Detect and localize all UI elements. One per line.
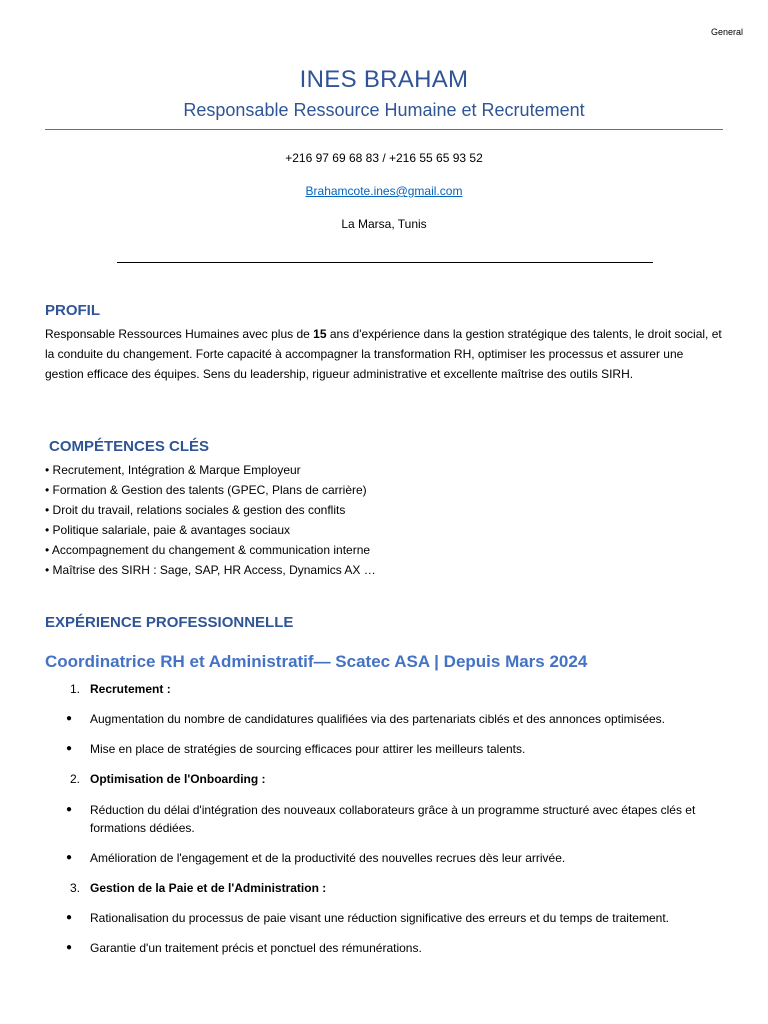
contact-email	[0, 184, 768, 198]
bullet-text: Rationalisation du processus de paie visant une réduction significative des erreurs et du temps de traitement.	[90, 911, 669, 925]
email-link[interactable]: Brahamcote.ines@gmail.com	[305, 184, 463, 198]
competence-item: • Accompagnement du changement & communication interne	[45, 543, 371, 557]
group-title: Optimisation de l'Onboarding :	[90, 772, 266, 786]
bullet-icon: ●	[66, 713, 73, 724]
bullet-icon: ●	[66, 743, 73, 754]
experience-heading	[45, 614, 293, 631]
bullet-text: Garantie d'un traitement précis et ponctuel des rémunérations.	[90, 941, 422, 955]
profil-heading-text: PROFIL	[45, 302, 100, 319]
location-text: La Marsa, Tunis	[341, 217, 427, 231]
bullet-icon: ●	[66, 852, 73, 863]
list-number: 1.	[69, 682, 80, 696]
group-title: Recrutement :	[90, 682, 171, 696]
bullet-icon: ●	[66, 942, 73, 953]
contact-location	[0, 217, 768, 231]
bullet-icon: ●	[66, 912, 73, 923]
list-number: 2.	[69, 772, 80, 786]
profil-heading	[45, 302, 100, 319]
phone-number: +216 97 69 68 83 / +216 55 65 93 52	[285, 151, 483, 165]
competence-item: • Maîtrise des SIRH : Sage, SAP, HR Access, Dynamics AX …	[45, 563, 376, 577]
profil-text-start: Responsable Ressources Humaines avec plus de	[45, 327, 314, 341]
competences-heading: COMPÉTENCES CLÉS	[49, 438, 210, 455]
bullet-text: Augmentation du nombre de candidatures qualifiées via des partenariats ciblés et des annonces optimisées.	[90, 712, 666, 726]
job-title: Coordinatrice RH et Administratif— Scatec ASA | Depuis Mars 2024	[45, 652, 588, 671]
competence-item: • Politique salariale, paie & avantages sociaux	[45, 523, 291, 537]
list-number: 3.	[69, 881, 80, 895]
competences-list	[45, 460, 725, 580]
contact-divider	[117, 262, 653, 263]
competence-item: • Recrutement, Intégration & Marque Employeur	[45, 463, 301, 477]
bullet-text: Amélioration de l'engagement et de la productivité des nouvelles recrues dès leur arrivée.	[90, 851, 566, 865]
bullet-text: Mise en place de stratégies de sourcing efficaces pour attirer les meilleurs talents.	[90, 742, 526, 756]
group-title: Gestion de la Paie et de l'Administration :	[90, 881, 327, 895]
competence-item: • Droit du travail, relations sociales & gestion des conflits	[45, 503, 346, 517]
candidate-title: Responsable Ressource Humaine et Recrutement	[183, 100, 585, 120]
bullet-text: Réduction du délai d'intégration des nouveaux collaborateurs grâce à un programme structuré avec étapes clés et formations dédiées.	[90, 803, 696, 835]
experience-heading-text: EXPÉRIENCE PROFESSIONNELLE	[45, 614, 294, 631]
contact-phone	[0, 151, 768, 165]
classification-label: General	[710, 27, 743, 37]
profil-text-end: ans d'expérience dans la gestion stratégique des talents, le droit social, et la conduite du changement. Forte capacité à accompagner la transformation RH, optimiser les processus et assurer une gestion efficace des équipes. Sens du leadership, rigueur administrative et excellente maîtrise des outils SIRH.	[45, 327, 722, 381]
candidate-name: INES BRAHAM	[299, 66, 469, 93]
competence-item: • Formation & Gestion des talents (GPEC, Plans de carrière)	[45, 483, 367, 497]
header-divider	[45, 129, 723, 130]
profil-paragraph	[45, 324, 725, 384]
bullet-icon: ●	[66, 804, 73, 815]
profil-years: 15	[313, 327, 327, 341]
